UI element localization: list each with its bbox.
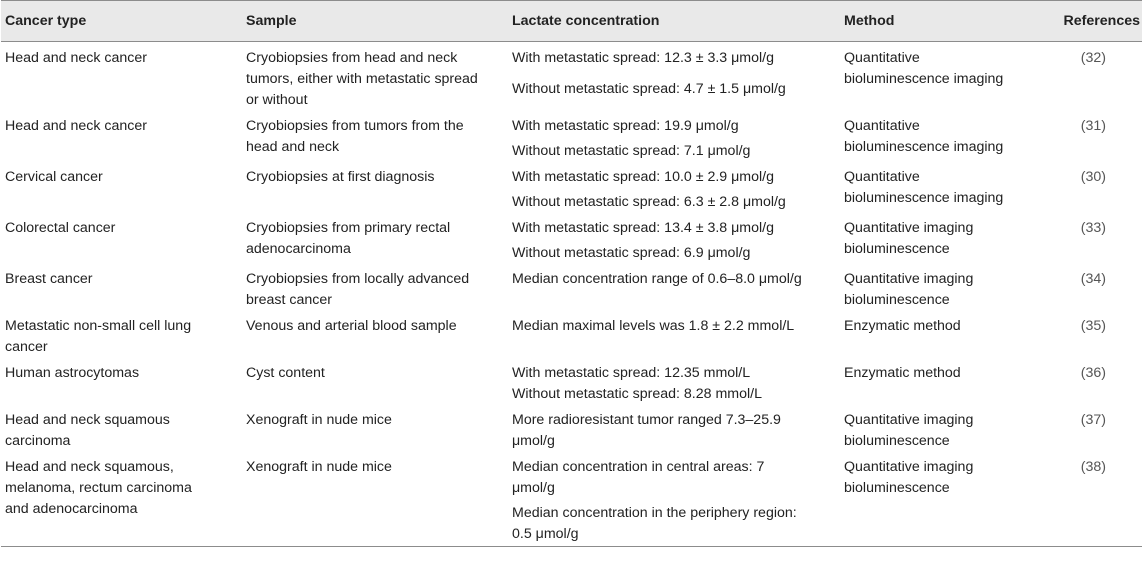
table-row bbox=[1, 42, 1142, 112]
cell-method bbox=[840, 311, 1040, 358]
cell-line: Quantitative imaging bbox=[844, 412, 974, 428]
cell-lactate bbox=[508, 452, 840, 547]
cell-lactate bbox=[508, 213, 840, 264]
cell-lactate bbox=[508, 264, 840, 311]
cell-reference: (34) bbox=[1080, 271, 1106, 287]
cell-line: Quantitative imaging bbox=[844, 271, 974, 287]
table-row bbox=[1, 162, 1142, 213]
cell-cancer-type bbox=[1, 311, 242, 358]
cell-line: Cryobiopsies from locally advanced bbox=[246, 271, 470, 287]
cell-line: Quantitative bbox=[844, 169, 920, 185]
cell-line: Head and neck cancer bbox=[5, 50, 147, 66]
cell-line: Quantitative bbox=[844, 50, 920, 66]
cell-method bbox=[840, 264, 1040, 311]
header-cancer-type: Cancer type bbox=[1, 1, 242, 42]
cell-sample bbox=[242, 311, 508, 358]
cell-line: Head and neck squamous, bbox=[5, 459, 174, 475]
cell-line: With metastatic spread: 12.3 ± 3.3 μmol/g bbox=[512, 50, 774, 66]
header-sample: Sample bbox=[242, 1, 508, 42]
cell-line: Without metastatic spread: 7.1 μmol/g bbox=[512, 143, 751, 159]
cell-reference: (36) bbox=[1080, 365, 1106, 381]
cell-line: adenocarcinoma bbox=[246, 241, 351, 257]
cell-method bbox=[840, 162, 1040, 213]
cell-lactate bbox=[508, 311, 840, 358]
cell-line: Without metastatic spread: 4.7 ± 1.5 μmol/g bbox=[512, 81, 786, 97]
cell-line: With metastatic spread: 10.0 ± 2.9 μmol/g bbox=[512, 169, 774, 185]
cell-line: Enzymatic method bbox=[844, 365, 961, 381]
cell-line: bioluminescence bbox=[844, 480, 950, 496]
cell-line: melanoma, rectum carcinoma bbox=[5, 480, 192, 496]
cell-line: Enzymatic method bbox=[844, 318, 961, 334]
cell-cancer-type bbox=[1, 213, 242, 264]
cell-line: Quantitative imaging bbox=[844, 459, 974, 475]
cell-line: Human astrocytomas bbox=[5, 365, 140, 381]
cell-line: μmol/g bbox=[512, 480, 555, 496]
cell-line: bioluminescence bbox=[844, 241, 950, 257]
cell-line: Median concentration in central areas: 7 bbox=[512, 459, 765, 475]
cell-cancer-type bbox=[1, 405, 242, 452]
cell-line: bioluminescence bbox=[844, 292, 950, 308]
cell-sample bbox=[242, 452, 508, 547]
cell-lactate bbox=[508, 405, 840, 452]
cell-line: Quantitative bbox=[844, 118, 920, 134]
cell-sample bbox=[242, 42, 508, 112]
cell-line: With metastatic spread: 13.4 ± 3.8 μmol/g bbox=[512, 220, 774, 236]
cell-sample bbox=[242, 358, 508, 405]
cell-line: Cryobiopsies from tumors from the bbox=[246, 118, 464, 134]
cell-line: Cryobiopsies from primary rectal bbox=[246, 220, 451, 236]
cell-line: bioluminescence bbox=[844, 433, 950, 449]
cell-line: Cervical cancer bbox=[5, 169, 103, 185]
table-row bbox=[1, 311, 1142, 358]
cell-line: Metastatic non-small cell lung bbox=[5, 318, 192, 334]
cell-line: Without metastatic spread: 6.3 ± 2.8 μmol/g bbox=[512, 194, 786, 210]
cell-method bbox=[840, 111, 1040, 162]
cell-line: Quantitative imaging bbox=[844, 220, 974, 236]
cell-line: Cyst content bbox=[246, 365, 325, 381]
cell-line: Median maximal levels was 1.8 ± 2.2 mmol/L bbox=[512, 318, 795, 334]
cell-line: cancer bbox=[5, 339, 48, 355]
header-method: Method bbox=[840, 1, 1040, 42]
cell-lactate bbox=[508, 42, 840, 112]
cell-reference: (37) bbox=[1080, 412, 1106, 428]
cell-line: Colorectal cancer bbox=[5, 220, 116, 236]
cell-line: head and neck bbox=[246, 139, 340, 155]
cell-line: Xenograft in nude mice bbox=[246, 412, 392, 428]
header-row bbox=[1, 1, 1142, 42]
cell-method bbox=[840, 405, 1040, 452]
cell-line: Cryobiopsies from head and neck bbox=[246, 50, 458, 66]
table-row bbox=[1, 264, 1142, 311]
cell-line: tumors, either with metastatic spread bbox=[246, 71, 478, 87]
cell-cancer-type bbox=[1, 264, 242, 311]
cell-line: Venous and arterial blood sample bbox=[246, 318, 457, 334]
cell-reference: (38) bbox=[1040, 452, 1142, 547]
cell-sample bbox=[242, 162, 508, 213]
cell-cancer-type bbox=[1, 452, 242, 547]
cell-reference: (30) bbox=[1080, 169, 1106, 185]
cell-sample bbox=[242, 213, 508, 264]
cell-line: More radioresistant tumor ranged 7.3–25.9 bbox=[512, 412, 781, 428]
cell-lactate bbox=[508, 162, 840, 213]
table-row bbox=[1, 213, 1142, 264]
cell-line: Breast cancer bbox=[5, 271, 93, 287]
cell-sample bbox=[242, 264, 508, 311]
cell-cancer-type bbox=[1, 42, 242, 112]
table-row bbox=[1, 111, 1142, 162]
cell-reference: (33) bbox=[1080, 220, 1106, 236]
cell-line: With metastatic spread: 12.35 mmol/L bbox=[512, 365, 751, 381]
cell-method bbox=[840, 42, 1040, 112]
cell-reference: (35) bbox=[1080, 318, 1106, 334]
cell-reference: (31) bbox=[1080, 118, 1106, 134]
table-row bbox=[1, 405, 1142, 452]
cell-line: breast cancer bbox=[246, 292, 332, 308]
cell-line: Head and neck squamous bbox=[5, 412, 170, 428]
cell-line: Cryobiopsies at first diagnosis bbox=[246, 169, 435, 185]
cell-lactate bbox=[508, 358, 840, 405]
cell-line: carcinoma bbox=[5, 433, 71, 449]
header-lactate: Lactate concentration bbox=[508, 1, 840, 42]
cell-method bbox=[840, 452, 1040, 547]
cell-cancer-type bbox=[1, 358, 242, 405]
cell-line: bioluminescence imaging bbox=[844, 71, 1004, 87]
cell-line: With metastatic spread: 19.9 μmol/g bbox=[512, 118, 739, 134]
table-row bbox=[1, 452, 1142, 547]
cell-method bbox=[840, 213, 1040, 264]
cell-line: bioluminescence imaging bbox=[844, 190, 1004, 206]
cell-cancer-type bbox=[1, 111, 242, 162]
table-row bbox=[1, 358, 1142, 405]
cell-line: Without metastatic spread: 8.28 mmol/L bbox=[512, 386, 762, 402]
cell-cancer-type bbox=[1, 162, 242, 213]
header-references: References bbox=[1040, 1, 1142, 42]
cell-line: and adenocarcinoma bbox=[5, 501, 138, 517]
cell-line: 0.5 μmol/g bbox=[512, 526, 579, 542]
lactate-table bbox=[1, 0, 1142, 547]
cell-sample bbox=[242, 405, 508, 452]
cell-line: bioluminescence imaging bbox=[844, 139, 1004, 155]
cell-sample bbox=[242, 111, 508, 162]
cell-line: Xenograft in nude mice bbox=[246, 459, 392, 475]
cell-line: μmol/g bbox=[512, 433, 555, 449]
cell-line: Without metastatic spread: 6.9 μmol/g bbox=[512, 245, 751, 261]
cell-line: Head and neck cancer bbox=[5, 118, 147, 134]
cell-line: or without bbox=[246, 92, 308, 108]
cell-line: Median concentration range of 0.6–8.0 μmol/g bbox=[512, 271, 802, 287]
cell-line: Median concentration in the periphery region: bbox=[512, 505, 797, 521]
cell-method bbox=[840, 358, 1040, 405]
cell-reference: (32) bbox=[1080, 50, 1106, 66]
cell-lactate bbox=[508, 111, 840, 162]
